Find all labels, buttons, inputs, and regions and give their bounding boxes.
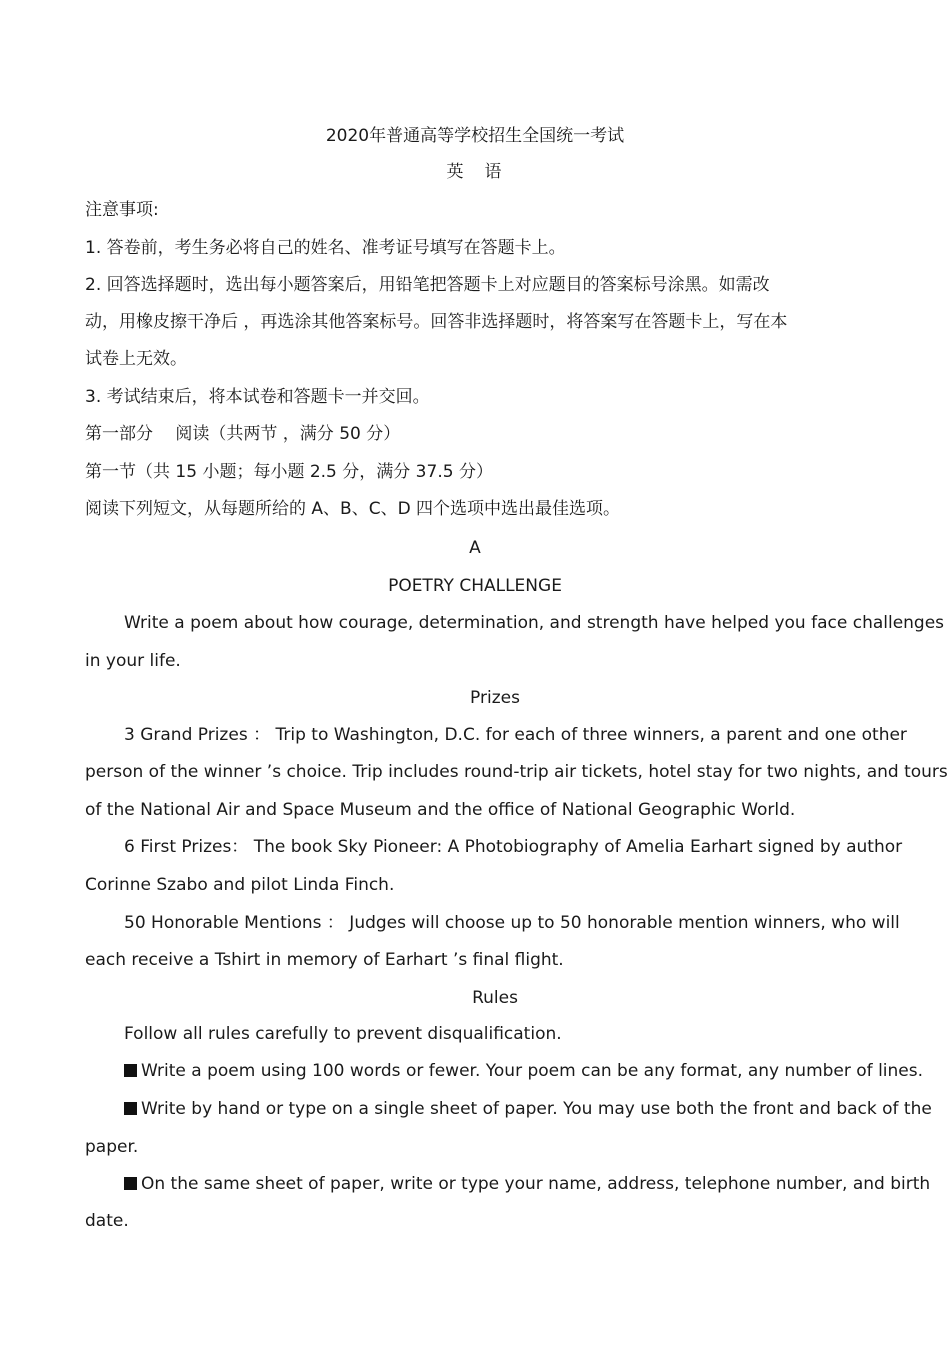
rules-intro: Follow all rules carefully to prevent disqualification. bbox=[124, 1024, 562, 1044]
exam-title: 2020年普通高等学校招生全国统一考试 bbox=[325, 126, 625, 146]
first-prize-line: Corinne Szabo and pilot Linda Finch. bbox=[85, 875, 395, 895]
rule-item bbox=[124, 1173, 930, 1195]
subsection-heading: 第一节（共 15 小题；每小题 2.5 分，满分 37.5 分） bbox=[85, 462, 493, 482]
square-bullet-icon bbox=[124, 1102, 137, 1115]
rule-text: Write a poem using 100 words or fewer. Your poem can be any format, any number of lines. bbox=[141, 1061, 924, 1081]
notice-item: 2. 回答选择题时，选出每小题答案后，用铅笔把答题卡上对应题目的答案标号涂黑。如需改 bbox=[85, 275, 770, 295]
rules-heading: Rules bbox=[472, 988, 518, 1008]
rule-item bbox=[124, 1060, 923, 1082]
first-prize-line: 6 First Prizes： The book Sky Pioneer: A Photobiography of Amelia Earhart signed by author bbox=[124, 837, 903, 857]
notice-item: 3. 考试结束后，将本试卷和答题卡一并交回。 bbox=[85, 387, 430, 407]
grand-prize-line: person of the winner ’s choice. Trip includes round-trip air tickets, hotel stay for two nights, and tours bbox=[85, 762, 948, 782]
reading-instruction: 阅读下列短文，从每题所给的 A、B、C、D 四个选项中选出最佳选项。 bbox=[85, 499, 621, 519]
part-heading: 第一部分 阅读（共两节 ，满分 50 分） bbox=[85, 424, 401, 444]
grand-prize-line: 3 Grand Prizes ： Trip to Washington, D.C. for each of three winners, a parent and one other bbox=[124, 725, 907, 745]
square-bullet-icon bbox=[124, 1064, 137, 1077]
square-bullet-icon bbox=[124, 1177, 137, 1190]
rule-continuation: paper. bbox=[85, 1137, 139, 1157]
notice-item: 试卷上无效。 bbox=[85, 349, 187, 369]
intro-line: in your life. bbox=[85, 651, 181, 671]
grand-prize-line: of the National Air and Space Museum and the office of National Geographic World. bbox=[85, 800, 796, 820]
passage-label: A bbox=[469, 538, 481, 558]
rule-text: Write by hand or type on a single sheet of paper. You may use both the front and back of the bbox=[141, 1099, 932, 1119]
intro-line: Write a poem about how courage, determination, and strength have helped you face challenges bbox=[124, 613, 945, 633]
rule-text: On the same sheet of paper, write or type your name, address, telephone number, and birth bbox=[141, 1174, 931, 1194]
honorable-mention-line: 50 Honorable Mentions ： Judges will choose up to 50 honorable mention winners, who will bbox=[124, 913, 900, 933]
rule-item bbox=[124, 1098, 932, 1120]
passage-title: POETRY CHALLENGE bbox=[388, 576, 562, 596]
honorable-mention-line: each receive a Tshirt in memory of Earhart ’s final flight. bbox=[85, 950, 564, 970]
subject-title: 英 语 bbox=[446, 162, 504, 182]
notice-heading: 注意事项: bbox=[85, 200, 159, 220]
rule-continuation: date. bbox=[85, 1211, 129, 1231]
notice-item: 1. 答卷前，考生务必将自己的姓名、准考证号填写在答题卡上。 bbox=[85, 238, 566, 258]
prizes-heading: Prizes bbox=[470, 688, 520, 708]
notice-item: 动，用橡皮擦干净后 ，再选涂其他答案标号。回答非选择题时，将答案写在答题卡上，写在本 bbox=[85, 312, 788, 332]
